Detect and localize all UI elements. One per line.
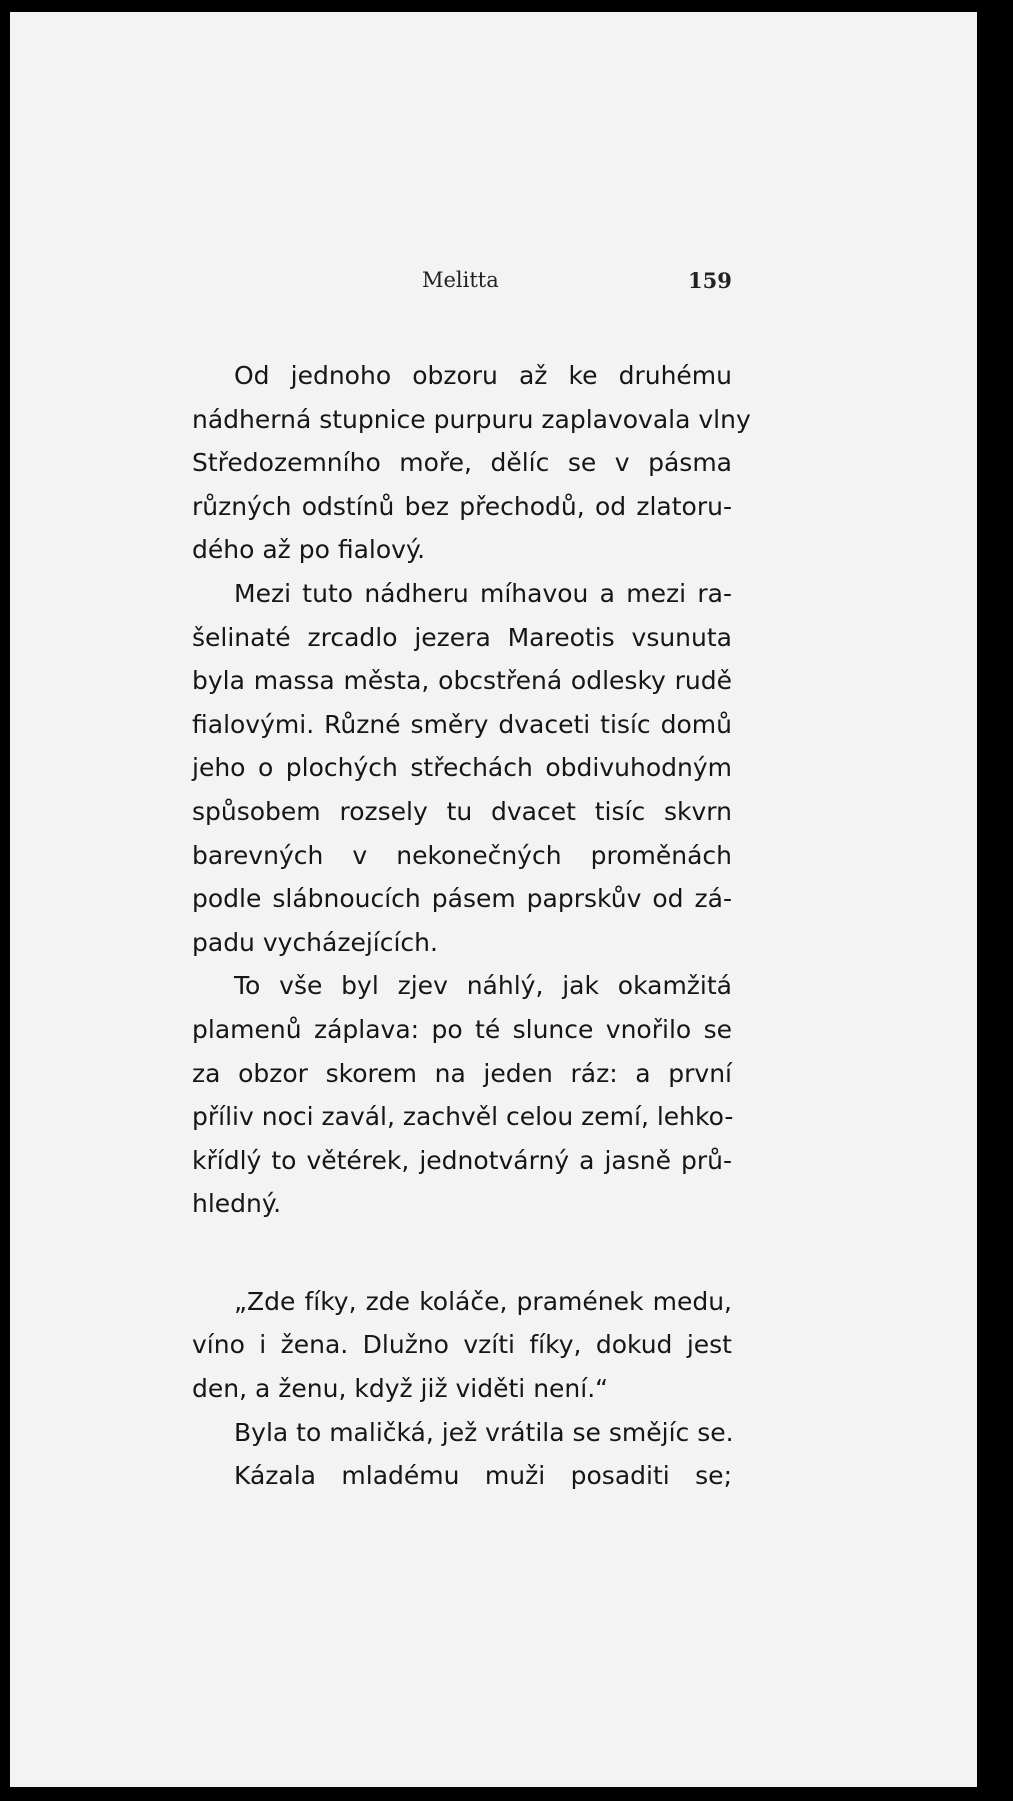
text-line: plamenů záplava: po té slunce vnořilo se bbox=[192, 1014, 732, 1044]
text-line: Byla to maličká, jež vrátila se smějíc se. bbox=[234, 1417, 734, 1447]
text-line: Od jednoho obzoru až ke druhému bbox=[234, 361, 732, 390]
text-line: byla massa města, obcstřená odlesky rudě bbox=[192, 666, 732, 696]
text-line: nádherná stupnice purpuru zaplavovala vlny bbox=[192, 404, 751, 434]
text-line: šelinaté zrcadlo jezera Mareotis vsunuta bbox=[192, 622, 732, 652]
body-text bbox=[192, 354, 751, 1498]
book-page bbox=[10, 12, 977, 1787]
page-number: 159 bbox=[688, 268, 732, 293]
text-line: barevných v nekonečných proměnách bbox=[192, 840, 732, 870]
text-line: „Zde fíky, zde koláče, pramének medu, bbox=[234, 1286, 732, 1316]
text-line: spůsobem rozsely tu dvacet tisíc skvrn bbox=[192, 796, 732, 826]
text-line: víno i žena. Dlužno vzíti fíky, dokud jest bbox=[192, 1330, 732, 1360]
text-line: křídlý to větérek, jednotvárný a jasně prů- bbox=[192, 1145, 732, 1175]
text-line: dého až po fialový. bbox=[192, 535, 426, 565]
text-line: za obzor skorem na jeden ráz: a první bbox=[192, 1058, 732, 1088]
text-line: jeho o plochých střechách obdivuhodným bbox=[192, 753, 732, 783]
text-line: Středozemního moře, dělíc se v pásma bbox=[192, 448, 732, 478]
text-line: Mezi tuto nádheru míhavou a mezi ra- bbox=[234, 578, 732, 608]
running-title: Melitta bbox=[422, 268, 499, 292]
text-line: den, a ženu, když již viděti není.“ bbox=[192, 1374, 609, 1404]
text-line: různých odstínů bez přechodů, od zlatoru- bbox=[192, 491, 732, 521]
text-line: padu vycházejících. bbox=[192, 927, 438, 957]
text-line: To vše byl zjev náhlý, jak okamžitá bbox=[234, 971, 732, 1001]
text-line: hledný. bbox=[192, 1189, 282, 1219]
text-line: příliv noci zavál, zachvěl celou zemí, lehko- bbox=[192, 1102, 734, 1132]
page-header bbox=[10, 264, 977, 304]
section-gap bbox=[192, 1226, 732, 1280]
text-line: fialovými. Různé směry dvaceti tisíc domů bbox=[192, 709, 732, 739]
text-line: Kázala mladému muži posaditi se; bbox=[234, 1461, 732, 1491]
text-line: podle slábnoucích pásem paprskův od zá- bbox=[192, 884, 732, 914]
